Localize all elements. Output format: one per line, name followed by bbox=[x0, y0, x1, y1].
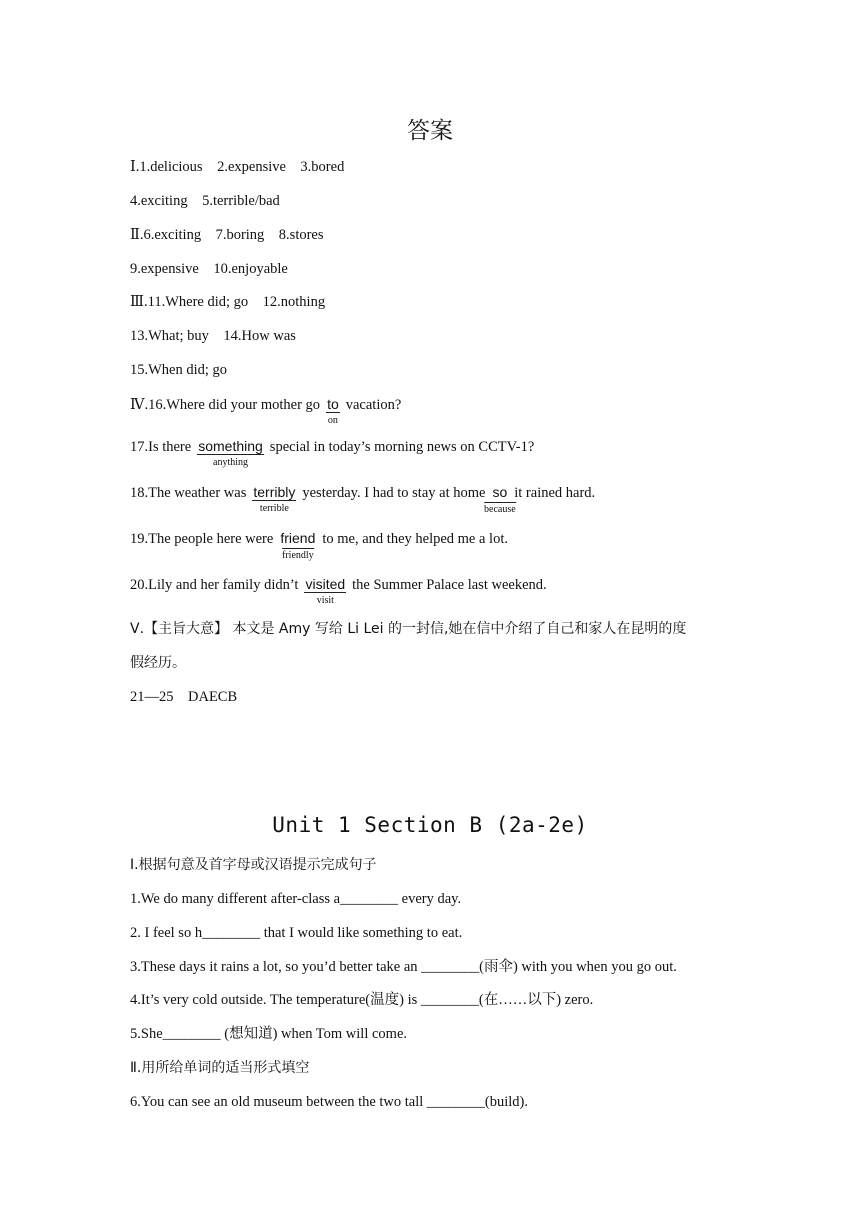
q20-after: the Summer Palace last weekend. bbox=[352, 577, 547, 593]
q19-before: 19.The people here were bbox=[130, 531, 274, 547]
q19-corrected-word: friend bbox=[280, 530, 316, 546]
answer-part5-keys: 21—25 DAECB bbox=[130, 689, 238, 705]
q16-after: vacation? bbox=[345, 397, 402, 413]
q17-corrected-word: something bbox=[198, 438, 263, 454]
answer-part5-summary-cont: 假经历。 bbox=[130, 655, 186, 671]
answer-q20 bbox=[130, 576, 547, 606]
q20-original-word: visit bbox=[316, 595, 334, 606]
exercise-q3: 3.These days it rains a lot, so you’d better take an ________(雨伞) with you when you go out. bbox=[130, 959, 677, 975]
q20-corrected-word: visited bbox=[305, 576, 346, 592]
answer-line-4: 9.expensive 10.enjoyable bbox=[130, 261, 288, 277]
answer-q17 bbox=[130, 438, 535, 468]
q18-correction-2 bbox=[484, 484, 516, 515]
exercise-part1-heading: Ⅰ.根据句意及首字母或汉语提示完成句子 bbox=[130, 857, 377, 873]
q19-correction bbox=[279, 530, 316, 561]
answer-line-3: Ⅱ.6.exciting 7.boring 8.stores bbox=[130, 227, 324, 243]
answer-line-5: Ⅲ.11.Where did; go 12.nothing bbox=[130, 294, 326, 310]
answer-q16 bbox=[130, 396, 402, 426]
q18-original-word-2: because bbox=[484, 504, 516, 515]
answer-line-7: 15.When did; go bbox=[130, 362, 228, 378]
answer-q19 bbox=[130, 530, 508, 561]
q20-correction bbox=[304, 576, 346, 606]
q20-before: 20.Lily and her family didn’t bbox=[130, 577, 299, 593]
q16-correction bbox=[326, 396, 340, 426]
answer-line-2: 4.exciting 5.terrible/bad bbox=[130, 193, 280, 209]
exercise-q1: 1.We do many different after-class a________ every day. bbox=[130, 891, 462, 907]
q19-original-word: friendly bbox=[282, 550, 314, 561]
q18-original-word-1: terrible bbox=[259, 503, 289, 514]
exercise-q2: 2. I feel so h________ that I would like something to eat. bbox=[130, 925, 463, 941]
q16-corrected-word: to bbox=[327, 396, 339, 412]
q16-original-word: on bbox=[327, 415, 338, 426]
q17-after: special in today’s morning news on CCTV-1? bbox=[269, 439, 535, 455]
q19-after: to me, and they helped me a lot. bbox=[322, 531, 508, 547]
answer-q18 bbox=[130, 484, 596, 515]
section-title: Unit 1 Section B (2a-2e) bbox=[272, 813, 588, 837]
q18-corrected-word-2: so bbox=[492, 484, 508, 500]
q18-middle: yesterday. I had to stay at home bbox=[302, 485, 486, 501]
answer-line-1: Ⅰ.1.delicious 2.expensive 3.bored bbox=[130, 159, 345, 175]
q18-after: it rained hard. bbox=[514, 485, 596, 501]
exercise-q5: 5.She________ (想知道) when Tom will come. bbox=[130, 1026, 408, 1042]
exercise-q4: 4.It’s very cold outside. The temperature(温度) is ________(在……以下) zero. bbox=[130, 992, 594, 1008]
exercise-part2-heading: Ⅱ.用所给单词的适当形式填空 bbox=[130, 1060, 310, 1076]
q16-before: Ⅳ.16.Where did your mother go bbox=[130, 397, 321, 413]
q18-before: 18.The weather was bbox=[130, 485, 247, 501]
exercise-q6: 6.You can see an old museum between the two tall ________(build). bbox=[130, 1094, 529, 1110]
q18-correction-1 bbox=[252, 484, 296, 514]
q17-before: 17.Is there bbox=[130, 439, 192, 455]
q17-original-word: anything bbox=[213, 457, 248, 468]
q17-correction bbox=[197, 438, 264, 468]
q18-corrected-word-1: terribly bbox=[253, 484, 296, 500]
answer-part5-summary: Ⅴ.【主旨大意】 本文是 Amy 写给 Li Lei 的一封信,她在信中介绍了自己和家人在昆明的度 bbox=[130, 621, 687, 637]
answer-line-6: 13.What; buy 14.How was bbox=[130, 328, 296, 344]
answer-title: 答案 bbox=[407, 118, 453, 144]
